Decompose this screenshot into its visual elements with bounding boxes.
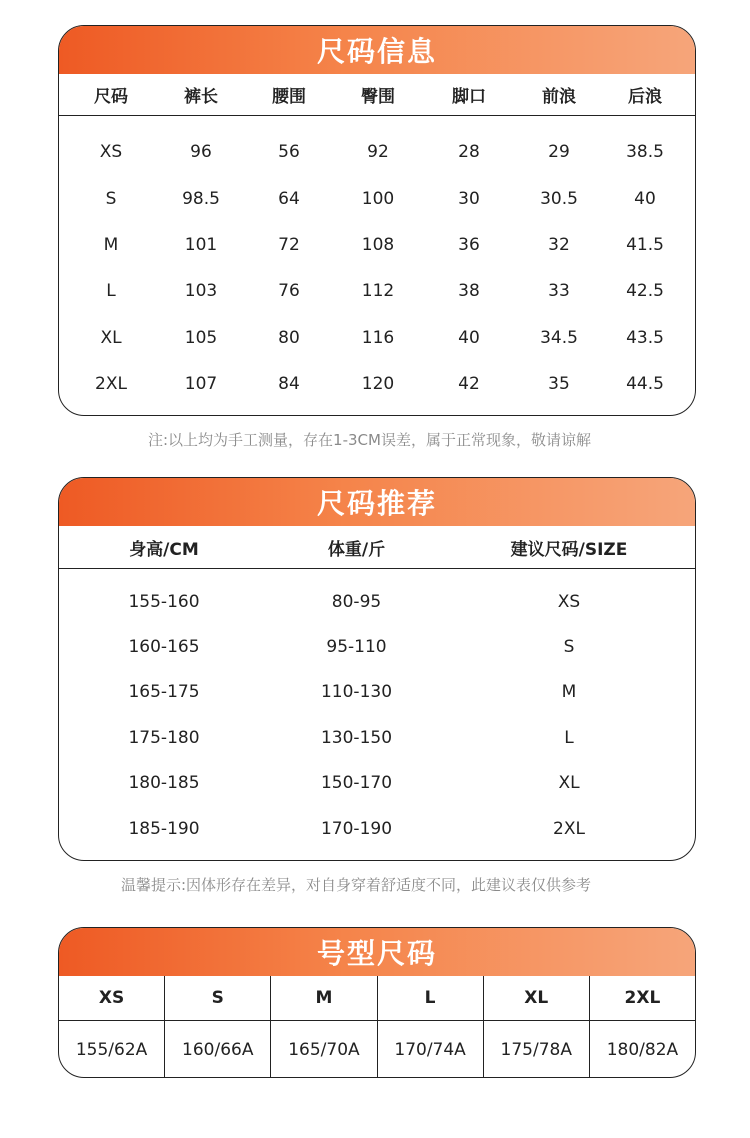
cell: 180-185: [128, 773, 200, 794]
cell: 185-190: [128, 818, 200, 839]
cell: 34.5: [540, 327, 578, 348]
cell: 175-180: [128, 727, 200, 748]
cell: 76: [278, 281, 300, 302]
table-row: [59, 315, 695, 361]
header-pants-length: 裤长: [184, 87, 218, 107]
cell: 100: [361, 188, 395, 209]
size-code-table: [58, 927, 696, 1078]
cell: 103: [184, 281, 218, 302]
cell: 160-165: [128, 637, 200, 658]
table-row: [59, 761, 695, 806]
cell: 107: [184, 374, 218, 395]
cell: 30.5: [540, 188, 578, 209]
header-back-rise: 后浪: [628, 87, 662, 107]
size-recommend-body: [59, 569, 695, 851]
cell: S: [563, 637, 575, 658]
table-row: [59, 715, 695, 760]
cell: 42.5: [626, 281, 664, 302]
cell: 96: [190, 142, 212, 163]
size-code: 170/74A: [378, 1021, 484, 1078]
size-recommend-note: 温馨提示:因体形存在差异，对自身穿着舒适度不同，此建议表仅供参考: [121, 876, 592, 894]
header-weight: 体重/斤: [327, 539, 386, 560]
size-code: 180/82A: [606, 1039, 679, 1060]
size-recommend-title: 尺码推荐: [59, 478, 695, 526]
size-label: S: [165, 976, 271, 1020]
cell: 30: [458, 188, 480, 209]
table-row: [59, 222, 695, 268]
cell: 130-150: [320, 727, 393, 748]
size-code: 175/78A: [484, 1021, 590, 1078]
table-row: [59, 175, 695, 221]
cell: 64: [278, 188, 300, 209]
cell: 120: [361, 374, 395, 395]
size-info-body: [59, 116, 695, 407]
cell: 155-160: [128, 591, 200, 612]
cell: XS: [99, 142, 123, 163]
cell: 40: [458, 327, 480, 348]
size-code: 155/62A: [59, 1021, 165, 1078]
cell: XS: [557, 591, 581, 612]
size-label: M: [271, 976, 377, 1020]
cell: XL: [558, 773, 580, 794]
header-height: 身高/CM: [129, 539, 199, 560]
cell: M: [103, 234, 119, 255]
cell: 165-175: [128, 682, 200, 703]
table-row: [59, 268, 695, 314]
cell: 105: [184, 327, 218, 348]
cell: 38.5: [626, 142, 664, 163]
table-row: [59, 579, 695, 624]
size-info-note: 注:以上均为手工测量，存在1-3CM误差，属于正常现象，敬请谅解: [148, 431, 591, 449]
cell: 44.5: [626, 374, 664, 395]
size-code: 165/70A: [271, 1021, 377, 1078]
size-info-title: 尺码信息: [59, 26, 695, 74]
size-label: 2XL: [624, 988, 661, 1008]
size-recommend-header-row: [59, 526, 695, 569]
header-front-rise: 前浪: [542, 87, 576, 107]
cell: 98.5: [182, 188, 220, 209]
table-row: [59, 129, 695, 175]
header-hip: 臀围: [361, 87, 395, 107]
cell: 2XL: [95, 374, 127, 395]
cell: 41.5: [626, 234, 664, 255]
cell: L: [564, 727, 574, 748]
header-leg-opening: 脚口: [452, 87, 486, 107]
size-code: 160/66A: [165, 1021, 271, 1078]
header-size: 尺码: [94, 87, 128, 107]
cell: 43.5: [626, 327, 664, 348]
cell: XL: [100, 327, 122, 348]
cell: L: [106, 281, 116, 302]
cell: 80: [278, 327, 300, 348]
size-label: XS: [59, 976, 165, 1020]
cell: 170-190: [320, 818, 393, 839]
cell: 36: [458, 234, 480, 255]
cell: 2XL: [553, 818, 585, 839]
cell: 56: [278, 142, 300, 163]
cell: S: [105, 188, 117, 209]
cell: 29: [548, 142, 570, 163]
size-recommend-table: [58, 477, 696, 861]
cell: 42: [458, 374, 480, 395]
size-info-table: [58, 25, 696, 416]
table-row: [59, 624, 695, 669]
cell: 80-95: [331, 591, 382, 612]
cell: 110-130: [320, 682, 393, 703]
cell: 33: [548, 281, 570, 302]
table-row: [59, 806, 695, 851]
cell: 32: [548, 234, 570, 255]
cell: 92: [367, 142, 389, 163]
cell: 101: [184, 234, 218, 255]
cell: 35: [548, 374, 570, 395]
table-row: [59, 670, 695, 715]
cell: M: [561, 682, 577, 703]
size-code-title: 号型尺码: [59, 928, 695, 976]
cell: 72: [278, 234, 300, 255]
cell: 28: [458, 142, 480, 163]
cell: 150-170: [320, 773, 393, 794]
table-row: [59, 361, 695, 407]
size-code-size-row: [59, 976, 695, 1021]
cell: 38: [458, 281, 480, 302]
size-label: L: [378, 976, 484, 1020]
header-waist: 腰围: [272, 87, 306, 107]
size-code-code-row: [59, 1021, 695, 1078]
cell: 112: [361, 281, 395, 302]
cell: 95-110: [326, 637, 387, 658]
cell: 108: [361, 234, 395, 255]
cell: 40: [634, 188, 656, 209]
size-label: XL: [484, 976, 590, 1020]
size-info-header-row: [59, 74, 695, 116]
cell: 84: [278, 374, 300, 395]
header-suggested-size: 建议尺码/SIZE: [510, 539, 628, 560]
cell: 116: [361, 327, 395, 348]
